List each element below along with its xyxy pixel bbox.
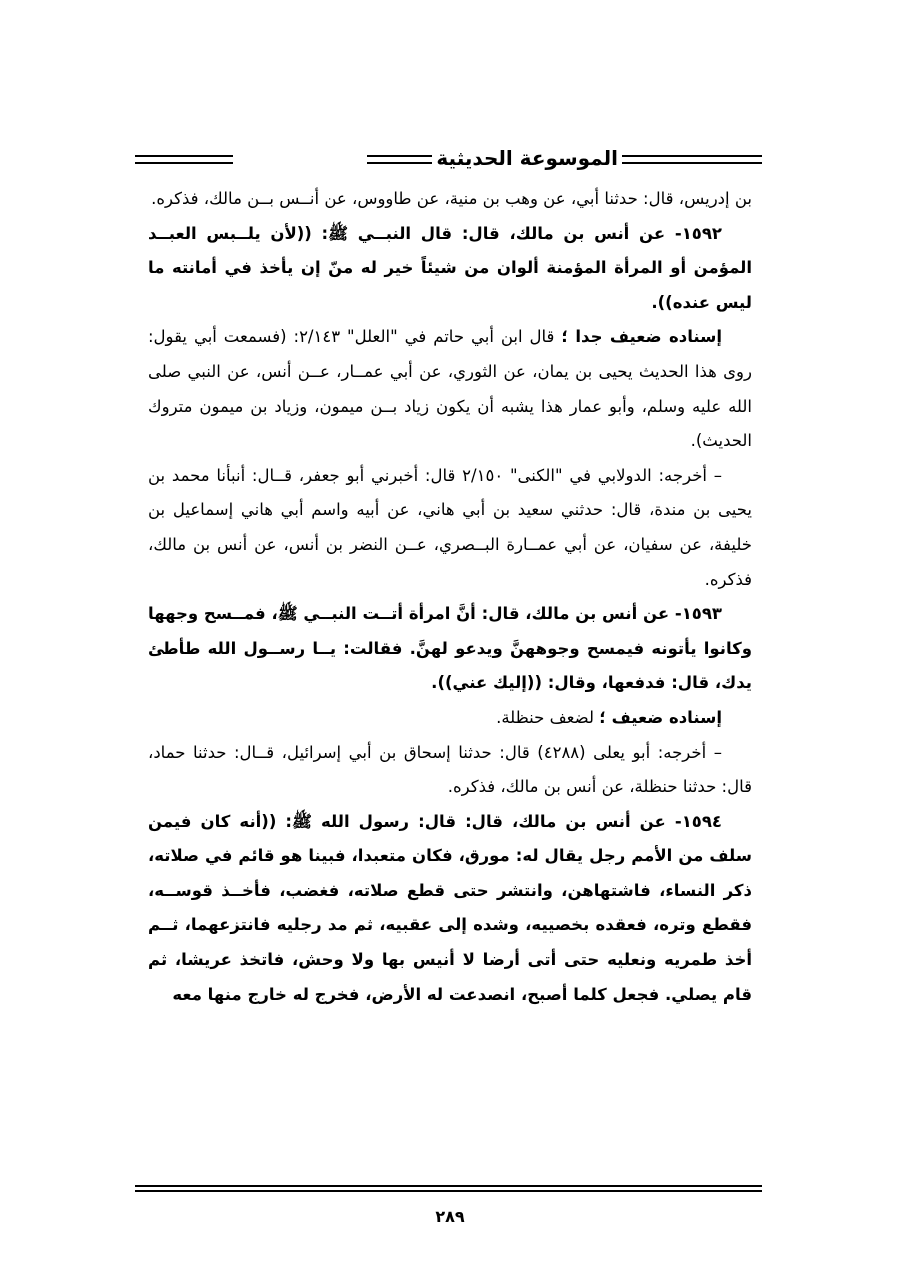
paragraph: بن إدريس، قال: حدثنا أبي، عن وهب بن منية، عن طاووس، عن أنــس بــن مالك، فذكره. <box>151 189 752 208</box>
footer-rules <box>135 1185 762 1195</box>
running-title: الموسوعة الحديثية <box>432 144 622 172</box>
page-body <box>148 182 752 1012</box>
isnad-1593 <box>148 701 752 736</box>
footer-rule-top <box>135 1185 762 1187</box>
isnad-text: قال ابن أبي حاتم في "العلل" ٢/١٤٣: (فسمعت أبي يقول: روى هذا الحديث يحيى بن يمان، عن الثوري، عن أبي عمــار، عــن أنس، عن النبي صلى الله عليه وسلم، وأبو عمار هذا يشبه أن يكون زياد بــن ميمون، وزياد بن ميمون متروك الحديث). <box>148 327 752 451</box>
footer-rule-bottom <box>135 1190 762 1192</box>
hadith-1592: ١٥٩٢- عن أنس بن مالك، قال: قال النبــي ﷺ: ((لأن يلــبس العبــد المؤمن أو المرأة المؤمنة ألوان من شيئاً خير له منّ إن يأخذ في أمانته ما ليس عنده)). <box>148 223 752 312</box>
header-rule-left-bottom <box>135 162 233 164</box>
takhrij-1593: – أخرجه: أبو يعلى (٤٢٨٨) قال: حدثنا إسحاق بن أبي إسرائيل، قــال: حدثنا حماد، قال: حدثنا حنظلة، عن أنس بن مالك، فذكره. <box>148 742 752 797</box>
isnad-label: إسناده ضعيف ؛ <box>599 707 722 727</box>
hadith-1594: ١٥٩٤- عن أنس بن مالك، قال: قال: رسول الله ﷺ: ((أنه كان فيمن سلف من الأمم رجل يقال له: مورق، فكان متعبدا، فبينا هو قائم في صلاته، ذكر النساء، فاشتهاهن، وانتشر حتى قطع صلاته، فغضب، فأخــذ قوســه، فقطع وتره، فعقده بخصييه، وشده إلى عقبيه، ثم مد رجليه فانتزعهما، ثــم أخذ طمريه ونعليه حتى أتى أرضا لا أنيس بها ولا وحش، فاتخذ عريشا، ثم قام يصلي. فجعل كلما أصبح، انصدعت له الأرض، فخرج له خارج منها معه <box>148 811 752 1004</box>
isnad-label: إسناده ضعيف جدا ؛ <box>561 327 723 347</box>
isnad-text: لضعف حنظلة. <box>496 707 600 727</box>
hadith-1593: ١٥٩٣- عن أنس بن مالك، قال: أنَّ امرأة أتــت النبــي ﷺ، فمــسح وجهها وكانوا يأتونه فيمسح وجوههنَّ ويدعو لهنَّ. فقالت: يــا رســول الله طأطئ يدك، قال: فدفعها، وقال: ((إليك عني)). <box>148 604 752 693</box>
takhrij-1592: – أخرجه: الدولابي في "الكنى" ٢/١٥٠ قال: أخبرني أبو جعفر، قــال: أنبأنا محمد بن يحيى بن مندة، قال: حدثني سعيد بن أبي هاني، عن أبيه واسم أبي هاني إسماعيل بن خليفة، عن سفيان، عن أبي عمــارة البــصري، عــن النضر بن أنس، عن أنس بن مالك، فذكره. <box>148 465 752 589</box>
isnad-1592 <box>148 320 752 458</box>
header-rule-left-top <box>135 155 233 157</box>
page-number: ٢٨٩ <box>435 1207 465 1226</box>
page-header <box>135 142 762 184</box>
